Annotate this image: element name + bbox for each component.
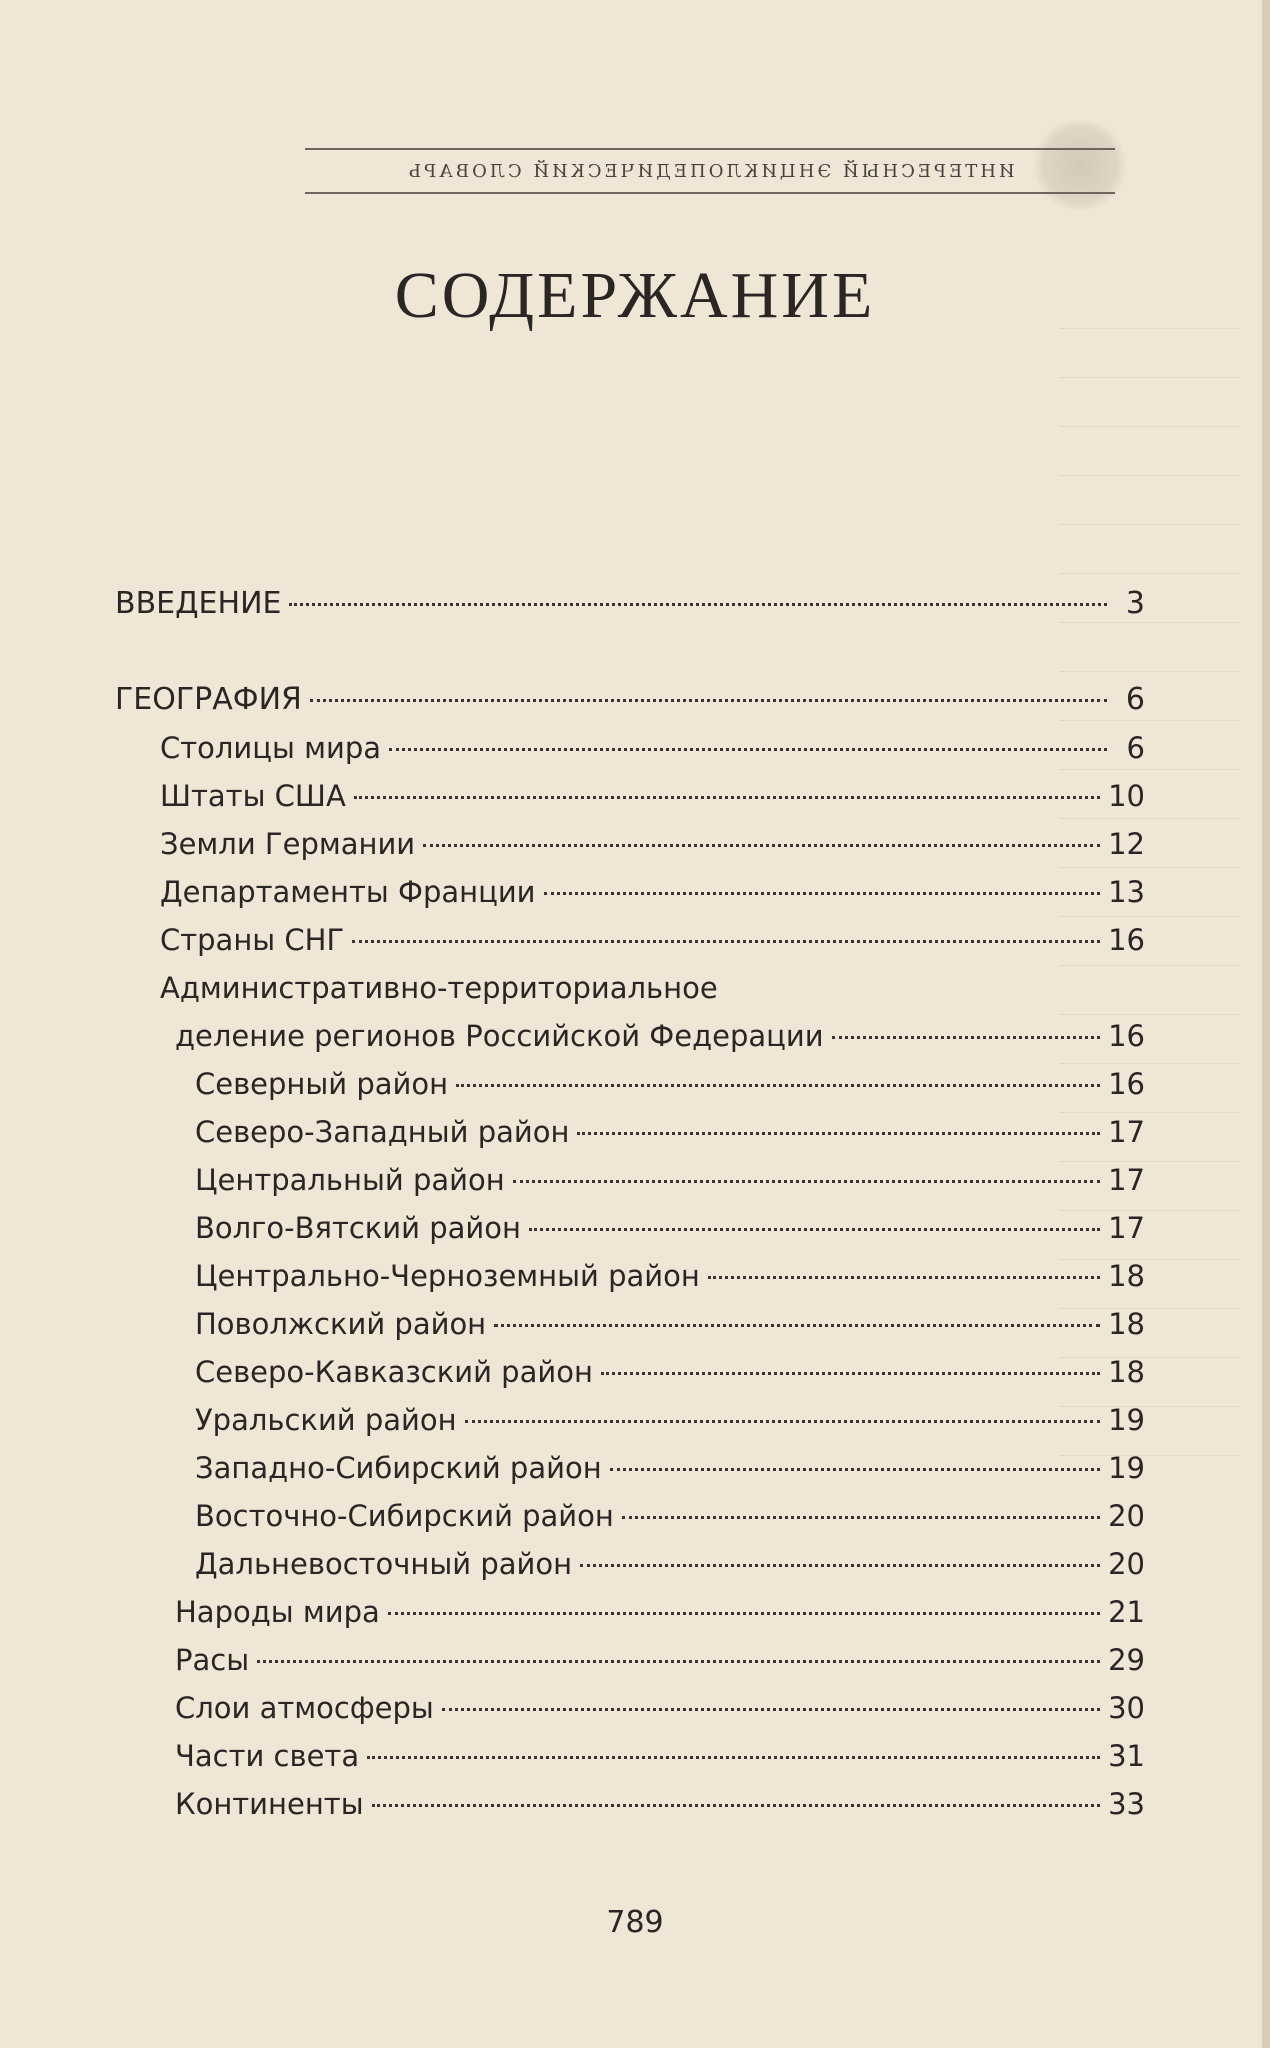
toc-label: Поволжский район [195,1307,487,1341]
table-of-contents [115,580,1145,1828]
toc-page: 17 [1108,1211,1145,1245]
toc-label: Народы мира [175,1595,380,1629]
dot-leader [610,1468,1100,1471]
toc-entry-region[interactable] [115,1060,1145,1108]
toc-label: Западно-Сибирский район [195,1451,602,1485]
dot-leader [388,1612,1100,1615]
toc-entry-region[interactable] [115,1396,1145,1444]
dot-leader [456,1084,1100,1087]
toc-page: 6 [1125,682,1145,717]
dot-leader [708,1276,1100,1279]
toc-page: 18 [1108,1355,1145,1389]
toc-entry[interactable] [115,772,1145,820]
toc-label: Штаты США [160,779,346,813]
toc-page: 18 [1108,1307,1145,1341]
toc-entry-admin[interactable] [115,1012,1145,1060]
toc-page: 31 [1108,1739,1145,1773]
dot-leader [372,1804,1101,1807]
toc-label: Дальневосточный район [195,1547,573,1581]
dot-leader [494,1324,1100,1327]
toc-page: 20 [1108,1547,1145,1581]
toc-entry-region[interactable] [115,1156,1145,1204]
dot-leader [257,1660,1100,1663]
page-title: СОДЕРЖАНИЕ [394,259,876,332]
toc-page: 18 [1108,1259,1145,1293]
toc-label: Департаменты Франции [160,875,536,909]
dot-leader [423,844,1100,847]
toc-entry[interactable] [115,1588,1145,1636]
running-header [305,148,1115,194]
toc-page: 19 [1108,1403,1145,1437]
dot-leader [577,1132,1100,1135]
dot-leader [622,1516,1100,1519]
toc-label: Страны СНГ [160,923,345,957]
toc-entry-region[interactable] [115,1492,1145,1540]
toc-page: 33 [1108,1787,1145,1821]
toc-entry-intro[interactable] [115,580,1145,628]
toc-entry-region[interactable] [115,1300,1145,1348]
dot-leader [832,1036,1100,1039]
toc-label: Части света [175,1739,360,1773]
toc-label: Центральный район [195,1163,505,1197]
dot-leader [367,1756,1100,1759]
toc-page: 17 [1108,1115,1145,1149]
spacer [115,628,1145,676]
toc-page: 20 [1108,1499,1145,1533]
toc-label: Центрально-Черноземный район [195,1259,700,1293]
toc-entry[interactable] [115,916,1145,964]
dot-leader [442,1708,1100,1711]
toc-label: ВВЕДЕНИЕ [115,586,282,621]
toc-entry-region[interactable] [115,1252,1145,1300]
dot-leader [465,1420,1101,1423]
dot-leader [601,1372,1100,1375]
toc-label: Земли Германии [160,827,416,861]
toc-page: 30 [1108,1691,1145,1725]
toc-label: Восточно-Сибирский район [195,1499,614,1533]
toc-page: 12 [1108,827,1145,861]
running-header-text: ИНТЕРЕСНЫЙ ЭНЦИКЛОПЕДИЧЕСКИЙ СЛОВАРЬ [405,160,1015,182]
toc-entry[interactable] [115,1636,1145,1684]
toc-entry-region[interactable] [115,1540,1145,1588]
toc-entry[interactable] [115,1780,1145,1828]
toc-label: Северо-Западный район [195,1115,570,1149]
toc-page: 10 [1108,779,1145,813]
toc-label: Северный район [195,1067,449,1101]
toc-page: 13 [1108,875,1145,909]
dot-leader [289,603,1107,606]
toc-entry-region[interactable] [115,1444,1145,1492]
toc-label: ГЕОГРАФИЯ [115,682,302,717]
dot-leader [513,1180,1100,1183]
toc-label: Слои атмосферы [175,1691,434,1725]
toc-entry[interactable] [115,1684,1145,1732]
page-number: 789 [606,1905,664,1940]
toc-entry[interactable] [115,820,1145,868]
toc-page: 19 [1108,1451,1145,1485]
toc-entry-admin-line1[interactable]: Административно-территориальное [160,971,718,1005]
dot-leader [354,796,1100,799]
toc-page: 21 [1108,1595,1145,1629]
toc-label: Уральский район [195,1403,457,1437]
toc-page: 16 [1108,923,1145,957]
toc-label: Расы [175,1643,250,1677]
dot-leader [352,940,1100,943]
toc-page: 29 [1108,1643,1145,1677]
toc-entry-region[interactable] [115,1348,1145,1396]
dot-leader [389,748,1107,751]
toc-label: Столицы мира [160,731,382,765]
toc-entry[interactable] [115,868,1145,916]
toc-page: 16 [1108,1019,1145,1053]
toc-entry-geography[interactable] [115,676,1145,724]
toc-page: 17 [1108,1163,1145,1197]
toc-page: 3 [1125,586,1145,621]
dot-leader [310,699,1107,702]
toc-entry[interactable] [115,724,1145,772]
toc-page: 6 [1126,731,1145,765]
toc-entry[interactable] [115,1732,1145,1780]
dot-leader [529,1228,1100,1231]
toc-label: Северо-Кавказский район [195,1355,593,1389]
dot-leader [580,1564,1100,1567]
toc-label: деление регионов Российской Федерации [175,1019,824,1053]
toc-entry-region[interactable] [115,1108,1145,1156]
toc-entry-region[interactable] [115,1204,1145,1252]
dot-leader [544,892,1101,895]
toc-label: Волго-Вятский район [195,1211,521,1245]
toc-label: Континенты [175,1787,364,1821]
toc-page: 16 [1108,1067,1145,1101]
